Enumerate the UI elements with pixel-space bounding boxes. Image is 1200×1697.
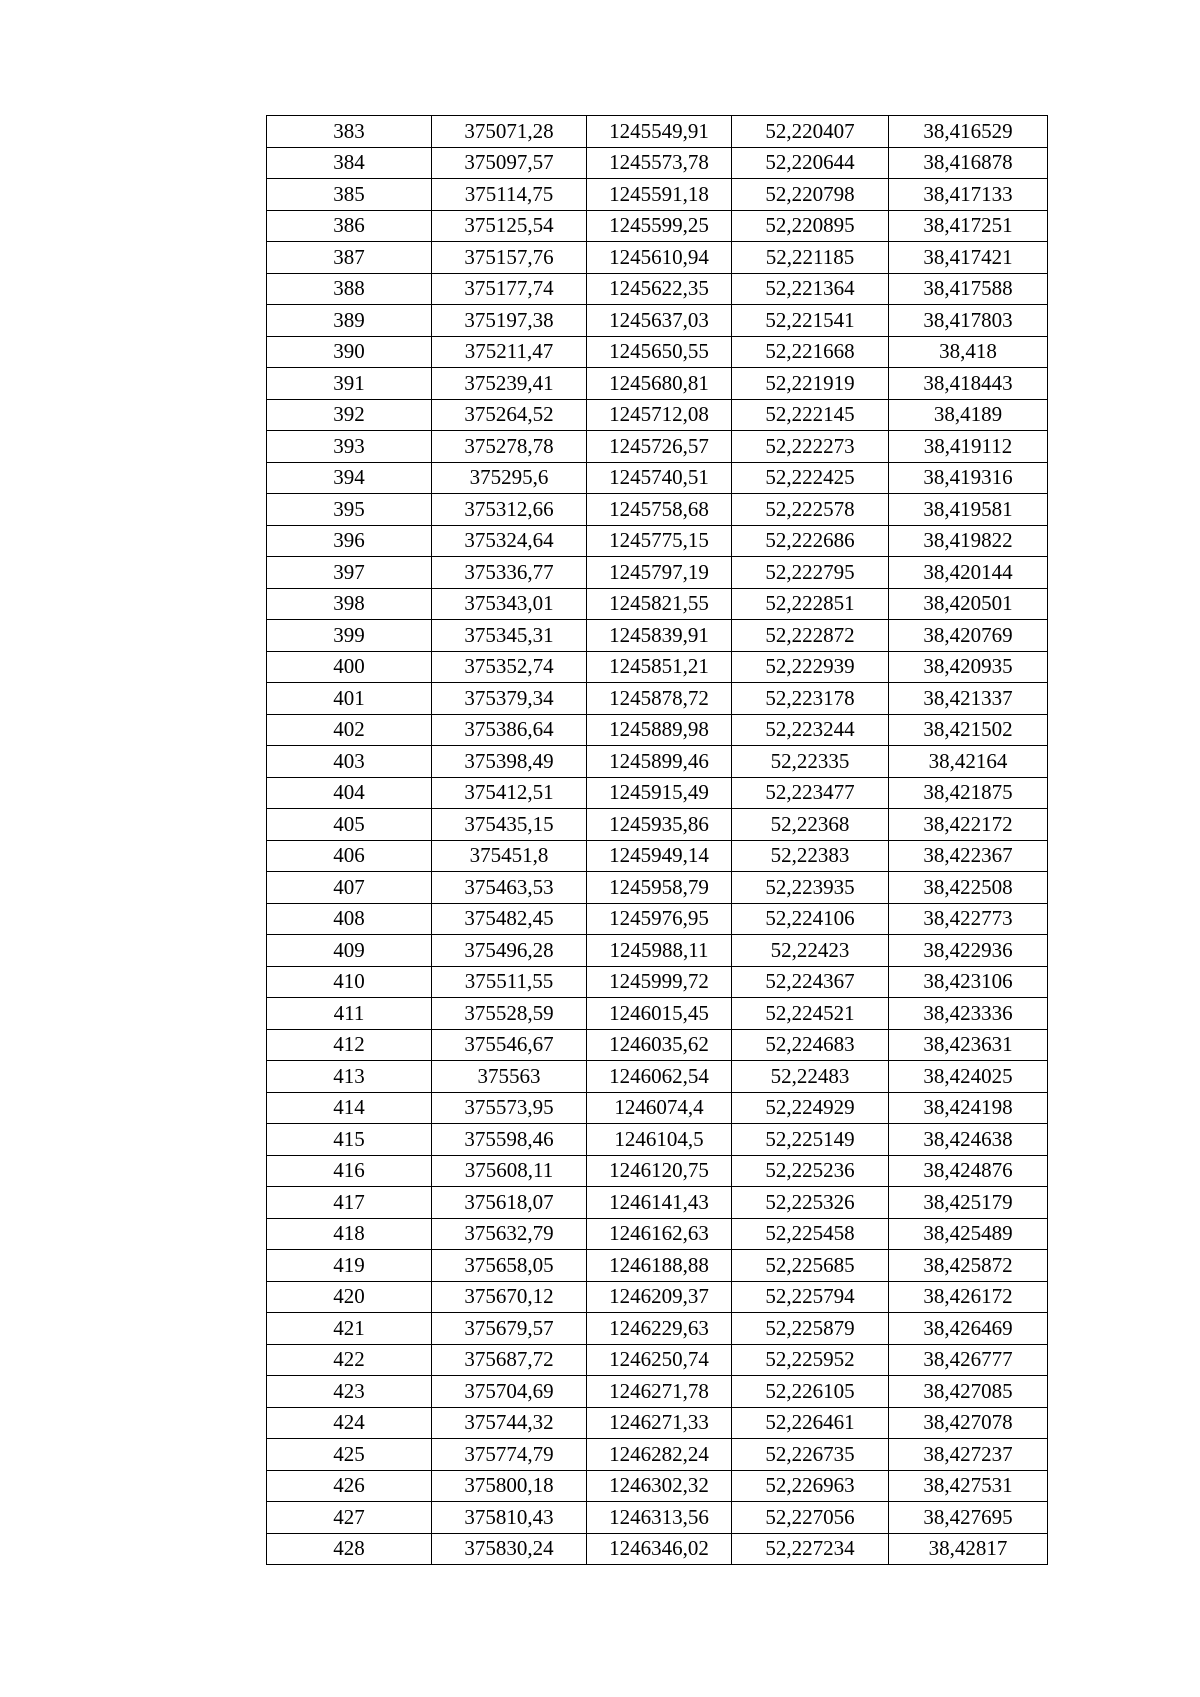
x-coordinate-cell: 375670,12 [432, 1281, 587, 1313]
longitude-cell: 38,423631 [889, 1029, 1048, 1061]
table-row [267, 1407, 1048, 1439]
x-coordinate-cell: 375618,07 [432, 1187, 587, 1219]
table-row [267, 1313, 1048, 1345]
point-number-cell: 384 [267, 147, 432, 179]
point-number-cell: 399 [267, 620, 432, 652]
longitude-cell: 38,419316 [889, 462, 1048, 494]
y-coordinate-cell: 1245637,03 [587, 305, 732, 337]
y-coordinate-cell: 1245599,25 [587, 210, 732, 242]
x-coordinate-cell: 375496,28 [432, 935, 587, 967]
table-row [267, 935, 1048, 967]
latitude-cell: 52,22423 [732, 935, 889, 967]
point-number-cell: 411 [267, 998, 432, 1030]
table-row [267, 525, 1048, 557]
latitude-cell: 52,222145 [732, 399, 889, 431]
latitude-cell: 52,222578 [732, 494, 889, 526]
latitude-cell: 52,223477 [732, 777, 889, 809]
point-number-cell: 396 [267, 525, 432, 557]
longitude-cell: 38,418 [889, 336, 1048, 368]
longitude-cell: 38,417133 [889, 179, 1048, 211]
y-coordinate-cell: 1246062,54 [587, 1061, 732, 1093]
x-coordinate-cell: 375336,77 [432, 557, 587, 589]
y-coordinate-cell: 1246162,63 [587, 1218, 732, 1250]
latitude-cell: 52,221919 [732, 368, 889, 400]
latitude-cell: 52,226735 [732, 1439, 889, 1471]
point-number-cell: 390 [267, 336, 432, 368]
longitude-cell: 38,427085 [889, 1376, 1048, 1408]
latitude-cell: 52,22335 [732, 746, 889, 778]
y-coordinate-cell: 1245821,55 [587, 588, 732, 620]
x-coordinate-cell: 375598,46 [432, 1124, 587, 1156]
longitude-cell: 38,427078 [889, 1407, 1048, 1439]
latitude-cell: 52,222425 [732, 462, 889, 494]
table-row [267, 1218, 1048, 1250]
latitude-cell: 52,224106 [732, 903, 889, 935]
point-number-cell: 397 [267, 557, 432, 589]
latitude-cell: 52,225149 [732, 1124, 889, 1156]
y-coordinate-cell: 1245839,91 [587, 620, 732, 652]
table-row [267, 903, 1048, 935]
table-row [267, 368, 1048, 400]
latitude-cell: 52,22368 [732, 809, 889, 841]
y-coordinate-cell: 1245549,91 [587, 116, 732, 148]
coordinates-table [266, 115, 1048, 1565]
longitude-cell: 38,416529 [889, 116, 1048, 148]
y-coordinate-cell: 1246209,37 [587, 1281, 732, 1313]
table-row [267, 1502, 1048, 1534]
y-coordinate-cell: 1245899,46 [587, 746, 732, 778]
x-coordinate-cell: 375125,54 [432, 210, 587, 242]
y-coordinate-cell: 1246346,02 [587, 1533, 732, 1565]
longitude-cell: 38,427237 [889, 1439, 1048, 1471]
y-coordinate-cell: 1245591,18 [587, 179, 732, 211]
latitude-cell: 52,226963 [732, 1470, 889, 1502]
y-coordinate-cell: 1246282,24 [587, 1439, 732, 1471]
latitude-cell: 52,221541 [732, 305, 889, 337]
x-coordinate-cell: 375412,51 [432, 777, 587, 809]
point-number-cell: 419 [267, 1250, 432, 1282]
table-row [267, 966, 1048, 998]
table-row [267, 840, 1048, 872]
latitude-cell: 52,227056 [732, 1502, 889, 1534]
table-row [267, 1124, 1048, 1156]
y-coordinate-cell: 1246120,75 [587, 1155, 732, 1187]
longitude-cell: 38,425872 [889, 1250, 1048, 1282]
x-coordinate-cell: 375546,67 [432, 1029, 587, 1061]
point-number-cell: 389 [267, 305, 432, 337]
y-coordinate-cell: 1245851,21 [587, 651, 732, 683]
latitude-cell: 52,226105 [732, 1376, 889, 1408]
y-coordinate-cell: 1245650,55 [587, 336, 732, 368]
point-number-cell: 406 [267, 840, 432, 872]
latitude-cell: 52,221668 [732, 336, 889, 368]
table-row [267, 588, 1048, 620]
longitude-cell: 38,422773 [889, 903, 1048, 935]
latitude-cell: 52,22483 [732, 1061, 889, 1093]
point-number-cell: 418 [267, 1218, 432, 1250]
y-coordinate-cell: 1245889,98 [587, 714, 732, 746]
longitude-cell: 38,417421 [889, 242, 1048, 274]
latitude-cell: 52,222851 [732, 588, 889, 620]
table-row [267, 557, 1048, 589]
longitude-cell: 38,422172 [889, 809, 1048, 841]
longitude-cell: 38,424025 [889, 1061, 1048, 1093]
y-coordinate-cell: 1246229,63 [587, 1313, 732, 1345]
point-number-cell: 428 [267, 1533, 432, 1565]
x-coordinate-cell: 375114,75 [432, 179, 587, 211]
x-coordinate-cell: 375810,43 [432, 1502, 587, 1534]
table-row [267, 210, 1048, 242]
latitude-cell: 52,222872 [732, 620, 889, 652]
latitude-cell: 52,220895 [732, 210, 889, 242]
point-number-cell: 385 [267, 179, 432, 211]
longitude-cell: 38,418443 [889, 368, 1048, 400]
point-number-cell: 404 [267, 777, 432, 809]
longitude-cell: 38,419112 [889, 431, 1048, 463]
point-number-cell: 420 [267, 1281, 432, 1313]
longitude-cell: 38,424198 [889, 1092, 1048, 1124]
x-coordinate-cell: 375679,57 [432, 1313, 587, 1345]
latitude-cell: 52,222686 [732, 525, 889, 557]
y-coordinate-cell: 1245680,81 [587, 368, 732, 400]
longitude-cell: 38,427531 [889, 1470, 1048, 1502]
longitude-cell: 38,417588 [889, 273, 1048, 305]
latitude-cell: 52,225685 [732, 1250, 889, 1282]
y-coordinate-cell: 1245740,51 [587, 462, 732, 494]
table-row [267, 714, 1048, 746]
x-coordinate-cell: 375744,32 [432, 1407, 587, 1439]
table-row [267, 1187, 1048, 1219]
latitude-cell: 52,227234 [732, 1533, 889, 1565]
table-row [267, 305, 1048, 337]
point-number-cell: 403 [267, 746, 432, 778]
y-coordinate-cell: 1245712,08 [587, 399, 732, 431]
longitude-cell: 38,421875 [889, 777, 1048, 809]
longitude-cell: 38,419581 [889, 494, 1048, 526]
y-coordinate-cell: 1246313,56 [587, 1502, 732, 1534]
y-coordinate-cell: 1245775,15 [587, 525, 732, 557]
table-row [267, 620, 1048, 652]
point-number-cell: 391 [267, 368, 432, 400]
point-number-cell: 426 [267, 1470, 432, 1502]
table-row [267, 1061, 1048, 1093]
y-coordinate-cell: 1245573,78 [587, 147, 732, 179]
x-coordinate-cell: 375211,47 [432, 336, 587, 368]
latitude-cell: 52,224683 [732, 1029, 889, 1061]
x-coordinate-cell: 375435,15 [432, 809, 587, 841]
latitude-cell: 52,224929 [732, 1092, 889, 1124]
table-row [267, 462, 1048, 494]
latitude-cell: 52,221364 [732, 273, 889, 305]
table-row [267, 777, 1048, 809]
point-number-cell: 423 [267, 1376, 432, 1408]
longitude-cell: 38,423336 [889, 998, 1048, 1030]
x-coordinate-cell: 375324,64 [432, 525, 587, 557]
point-number-cell: 410 [267, 966, 432, 998]
x-coordinate-cell: 375451,8 [432, 840, 587, 872]
x-coordinate-cell: 375482,45 [432, 903, 587, 935]
longitude-cell: 38,424638 [889, 1124, 1048, 1156]
point-number-cell: 415 [267, 1124, 432, 1156]
point-number-cell: 401 [267, 683, 432, 715]
x-coordinate-cell: 375097,57 [432, 147, 587, 179]
table-row [267, 336, 1048, 368]
point-number-cell: 395 [267, 494, 432, 526]
table-row [267, 651, 1048, 683]
point-number-cell: 413 [267, 1061, 432, 1093]
longitude-cell: 38,427695 [889, 1502, 1048, 1534]
point-number-cell: 394 [267, 462, 432, 494]
latitude-cell: 52,225952 [732, 1344, 889, 1376]
longitude-cell: 38,420769 [889, 620, 1048, 652]
y-coordinate-cell: 1245988,11 [587, 935, 732, 967]
latitude-cell: 52,226461 [732, 1407, 889, 1439]
x-coordinate-cell: 375386,64 [432, 714, 587, 746]
point-number-cell: 386 [267, 210, 432, 242]
table-row [267, 273, 1048, 305]
point-number-cell: 424 [267, 1407, 432, 1439]
x-coordinate-cell: 375632,79 [432, 1218, 587, 1250]
longitude-cell: 38,42164 [889, 746, 1048, 778]
longitude-cell: 38,420501 [889, 588, 1048, 620]
x-coordinate-cell: 375511,55 [432, 966, 587, 998]
latitude-cell: 52,225326 [732, 1187, 889, 1219]
latitude-cell: 52,223244 [732, 714, 889, 746]
y-coordinate-cell: 1246271,33 [587, 1407, 732, 1439]
table-row [267, 872, 1048, 904]
y-coordinate-cell: 1245878,72 [587, 683, 732, 715]
table-row [267, 1029, 1048, 1061]
table-row [267, 1155, 1048, 1187]
x-coordinate-cell: 375177,74 [432, 273, 587, 305]
latitude-cell: 52,225458 [732, 1218, 889, 1250]
x-coordinate-cell: 375563 [432, 1061, 587, 1093]
point-number-cell: 388 [267, 273, 432, 305]
point-number-cell: 393 [267, 431, 432, 463]
longitude-cell: 38,416878 [889, 147, 1048, 179]
longitude-cell: 38,422367 [889, 840, 1048, 872]
longitude-cell: 38,422936 [889, 935, 1048, 967]
y-coordinate-cell: 1246074,4 [587, 1092, 732, 1124]
point-number-cell: 387 [267, 242, 432, 274]
y-coordinate-cell: 1246188,88 [587, 1250, 732, 1282]
longitude-cell: 38,425179 [889, 1187, 1048, 1219]
y-coordinate-cell: 1246104,5 [587, 1124, 732, 1156]
table-row [267, 1533, 1048, 1565]
x-coordinate-cell: 375312,66 [432, 494, 587, 526]
longitude-cell: 38,4189 [889, 399, 1048, 431]
latitude-cell: 52,222939 [732, 651, 889, 683]
point-number-cell: 422 [267, 1344, 432, 1376]
latitude-cell: 52,22383 [732, 840, 889, 872]
y-coordinate-cell: 1246271,78 [587, 1376, 732, 1408]
longitude-cell: 38,419822 [889, 525, 1048, 557]
point-number-cell: 414 [267, 1092, 432, 1124]
longitude-cell: 38,420935 [889, 651, 1048, 683]
point-number-cell: 398 [267, 588, 432, 620]
longitude-cell: 38,424876 [889, 1155, 1048, 1187]
x-coordinate-cell: 375687,72 [432, 1344, 587, 1376]
table-row [267, 1281, 1048, 1313]
table-row [267, 1376, 1048, 1408]
point-number-cell: 383 [267, 116, 432, 148]
y-coordinate-cell: 1245726,57 [587, 431, 732, 463]
latitude-cell: 52,225794 [732, 1281, 889, 1313]
latitude-cell: 52,222795 [732, 557, 889, 589]
y-coordinate-cell: 1246015,45 [587, 998, 732, 1030]
point-number-cell: 405 [267, 809, 432, 841]
table-row [267, 1092, 1048, 1124]
x-coordinate-cell: 375463,53 [432, 872, 587, 904]
latitude-cell: 52,221185 [732, 242, 889, 274]
coordinates-table-body [267, 116, 1048, 1565]
latitude-cell: 52,223178 [732, 683, 889, 715]
table-row [267, 1439, 1048, 1471]
latitude-cell: 52,223935 [732, 872, 889, 904]
latitude-cell: 52,222273 [732, 431, 889, 463]
point-number-cell: 407 [267, 872, 432, 904]
longitude-cell: 38,42817 [889, 1533, 1048, 1565]
point-number-cell: 417 [267, 1187, 432, 1219]
point-number-cell: 421 [267, 1313, 432, 1345]
latitude-cell: 52,220798 [732, 179, 889, 211]
y-coordinate-cell: 1245999,72 [587, 966, 732, 998]
table-row [267, 179, 1048, 211]
y-coordinate-cell: 1245622,35 [587, 273, 732, 305]
longitude-cell: 38,417251 [889, 210, 1048, 242]
table-row [267, 746, 1048, 778]
y-coordinate-cell: 1245935,86 [587, 809, 732, 841]
y-coordinate-cell: 1245949,14 [587, 840, 732, 872]
x-coordinate-cell: 375264,52 [432, 399, 587, 431]
x-coordinate-cell: 375704,69 [432, 1376, 587, 1408]
y-coordinate-cell: 1246250,74 [587, 1344, 732, 1376]
latitude-cell: 52,220644 [732, 147, 889, 179]
table-row [267, 809, 1048, 841]
x-coordinate-cell: 375239,41 [432, 368, 587, 400]
point-number-cell: 392 [267, 399, 432, 431]
longitude-cell: 38,425489 [889, 1218, 1048, 1250]
point-number-cell: 409 [267, 935, 432, 967]
point-number-cell: 412 [267, 1029, 432, 1061]
longitude-cell: 38,420144 [889, 557, 1048, 589]
x-coordinate-cell: 375352,74 [432, 651, 587, 683]
y-coordinate-cell: 1245797,19 [587, 557, 732, 589]
latitude-cell: 52,225879 [732, 1313, 889, 1345]
table-row [267, 399, 1048, 431]
latitude-cell: 52,220407 [732, 116, 889, 148]
x-coordinate-cell: 375379,34 [432, 683, 587, 715]
x-coordinate-cell: 375295,6 [432, 462, 587, 494]
point-number-cell: 425 [267, 1439, 432, 1471]
table-row [267, 494, 1048, 526]
longitude-cell: 38,426172 [889, 1281, 1048, 1313]
y-coordinate-cell: 1246141,43 [587, 1187, 732, 1219]
x-coordinate-cell: 375343,01 [432, 588, 587, 620]
x-coordinate-cell: 375197,38 [432, 305, 587, 337]
point-number-cell: 402 [267, 714, 432, 746]
point-number-cell: 400 [267, 651, 432, 683]
x-coordinate-cell: 375071,28 [432, 116, 587, 148]
y-coordinate-cell: 1245915,49 [587, 777, 732, 809]
x-coordinate-cell: 375157,76 [432, 242, 587, 274]
longitude-cell: 38,421502 [889, 714, 1048, 746]
x-coordinate-cell: 375398,49 [432, 746, 587, 778]
latitude-cell: 52,225236 [732, 1155, 889, 1187]
point-number-cell: 408 [267, 903, 432, 935]
table-row [267, 1470, 1048, 1502]
x-coordinate-cell: 375774,79 [432, 1439, 587, 1471]
y-coordinate-cell: 1246035,62 [587, 1029, 732, 1061]
x-coordinate-cell: 375278,78 [432, 431, 587, 463]
longitude-cell: 38,426469 [889, 1313, 1048, 1345]
x-coordinate-cell: 375528,59 [432, 998, 587, 1030]
table-row [267, 242, 1048, 274]
x-coordinate-cell: 375345,31 [432, 620, 587, 652]
x-coordinate-cell: 375830,24 [432, 1533, 587, 1565]
longitude-cell: 38,417803 [889, 305, 1048, 337]
table-row [267, 998, 1048, 1030]
y-coordinate-cell: 1246302,32 [587, 1470, 732, 1502]
longitude-cell: 38,423106 [889, 966, 1048, 998]
x-coordinate-cell: 375800,18 [432, 1470, 587, 1502]
x-coordinate-cell: 375608,11 [432, 1155, 587, 1187]
longitude-cell: 38,422508 [889, 872, 1048, 904]
longitude-cell: 38,426777 [889, 1344, 1048, 1376]
x-coordinate-cell: 375573,95 [432, 1092, 587, 1124]
table-row [267, 116, 1048, 148]
y-coordinate-cell: 1245610,94 [587, 242, 732, 274]
y-coordinate-cell: 1245976,95 [587, 903, 732, 935]
table-row [267, 683, 1048, 715]
longitude-cell: 38,421337 [889, 683, 1048, 715]
y-coordinate-cell: 1245958,79 [587, 872, 732, 904]
table-row [267, 431, 1048, 463]
y-coordinate-cell: 1245758,68 [587, 494, 732, 526]
point-number-cell: 427 [267, 1502, 432, 1534]
table-row [267, 1344, 1048, 1376]
table-row [267, 1250, 1048, 1282]
x-coordinate-cell: 375658,05 [432, 1250, 587, 1282]
point-number-cell: 416 [267, 1155, 432, 1187]
latitude-cell: 52,224367 [732, 966, 889, 998]
table-row [267, 147, 1048, 179]
latitude-cell: 52,224521 [732, 998, 889, 1030]
